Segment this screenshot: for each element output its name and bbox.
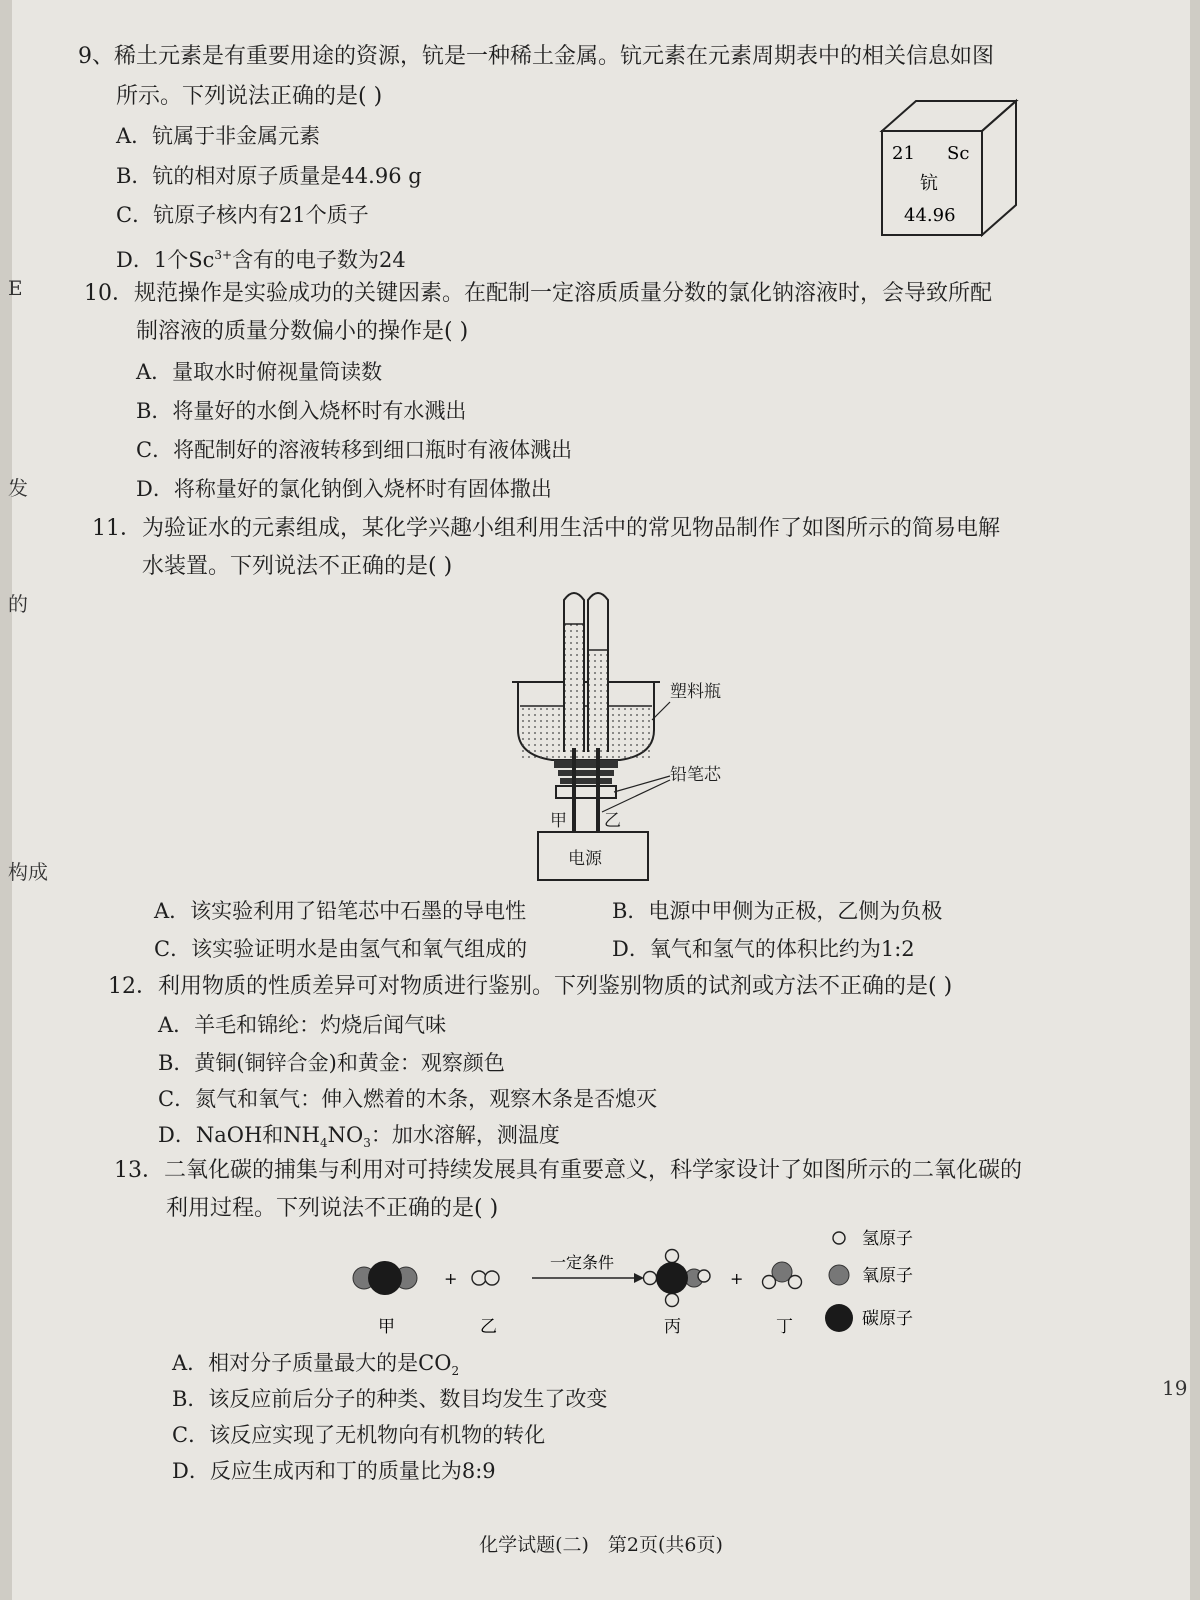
q11-option-c: C．该实验证明水是由氢气和氧气组成的: [154, 937, 528, 961]
q13-option-a: A．相对分子质量最大的是$CO_2$: [172, 1351, 460, 1379]
label-jia: 甲: [378, 1317, 395, 1337]
legend-hydrogen-icon: [833, 1232, 845, 1244]
q10-option-b: B．将量好的水倒入烧杯时有水溅出: [136, 399, 467, 423]
legend-carbon-icon: [825, 1304, 853, 1332]
co2-molecule: [353, 1261, 417, 1295]
label-bing: 丙: [664, 1317, 681, 1337]
legend-oxygen-label: 氧原子: [862, 1266, 913, 1286]
margin-fragment-1: E: [8, 276, 23, 300]
q9-option-d: D．1个$Sc^{3+}$含有的电子数为24: [116, 248, 406, 272]
q12-stem-line1: 12．利用物质的性质差异可对物质进行鉴别。下列鉴别物质的试剂或方法不正确的是( ): [108, 974, 953, 999]
co2-reaction-figure: [332, 1220, 952, 1350]
q9-option-b: B．钪的相对原子质量是44.96 g: [116, 164, 422, 188]
q13-stem-line1: 13．二氧化碳的捕集与利用对可持续发展具有重要意义，科学家设计了如图所示的二氧化碳的: [114, 1158, 1023, 1183]
q10-stem-line2: 制溶液的质量分数偏小的操作是( ): [136, 319, 469, 344]
exam-page: [8, 0, 1190, 1600]
right-terminal-label: 乙: [604, 811, 621, 831]
methanol-molecule: [644, 1250, 711, 1307]
page-footer: 化学试题(二) 第2页(共6页): [479, 1534, 723, 1556]
element-atomic-number: 21: [892, 143, 915, 164]
q11-stem-line1: 11．为验证水的元素组成，某化学兴趣小组利用生活中的常见物品制作了如图所示的简易电解: [92, 516, 1001, 541]
q9-option-c: C．钪原子核内有21个质子: [116, 203, 369, 227]
q11-option-b: B．电源中甲侧为正极，乙侧为负极: [612, 899, 943, 923]
legend-carbon-label: 碳原子: [862, 1309, 913, 1329]
q10-option-c: C．将配制好的溶液转移到细口瓶时有液体溅出: [136, 438, 573, 462]
reaction-condition: 一定条件: [550, 1253, 615, 1272]
q10-option-d: D．将称量好的氯化钠倒入烧杯时有固体撒出: [136, 477, 552, 501]
water-molecule: [763, 1262, 802, 1289]
q13-option-b: B．该反应前后分子的种类、数目均发生了改变: [172, 1387, 608, 1411]
margin-fragment-2: 发: [8, 476, 28, 500]
margin-fragment-5: 19: [1162, 1376, 1188, 1400]
q11-stem-line2: 水装置。下列说法不正确的是( ): [142, 554, 453, 579]
legend-hydrogen-label: 氢原子: [862, 1229, 913, 1249]
q12-option-d: D．NaOH和$NH_4NO_3$：加水溶解，测温度: [158, 1123, 560, 1151]
element-symbol: Sc: [947, 143, 970, 164]
q9-stem-line1: 9、稀土元素是有重要用途的资源，钪是一种稀土金属。钪元素在元素周期表中的相关信息如图: [78, 44, 995, 69]
margin-fragment-4: 构成: [8, 860, 48, 884]
pencil-lead-label: 铅笔芯: [670, 765, 721, 785]
q10-option-a: A．量取水时俯视量筒读数: [136, 360, 383, 384]
element-name: 钪: [920, 173, 938, 194]
q13-option-d: D．反应生成丙和丁的质量比为8:9: [172, 1459, 496, 1483]
power-supply-label: 电源: [568, 849, 602, 869]
h2-molecule: [472, 1271, 499, 1285]
left-terminal-label: 甲: [550, 811, 567, 831]
q12-option-a: A．羊毛和锦纶：灼烧后闻气味: [158, 1013, 447, 1037]
q11-option-d: D．氧气和氢气的体积比约为1:2: [612, 937, 915, 961]
element-mass: 44.96: [904, 205, 956, 226]
q9-option-a: A．钪属于非金属元素: [116, 124, 321, 148]
margin-fragment-3: 的: [8, 592, 28, 616]
q12-option-b: B．黄铜(铜锌合金)和黄金：观察颜色: [158, 1051, 505, 1075]
electrolysis-apparatus-figure: [502, 580, 782, 910]
plus-sign-1: +: [444, 1269, 458, 1288]
plus-sign-2: +: [730, 1269, 744, 1288]
q10-stem-line1: 10．规范操作是实验成功的关键因素。在配制一定溶质质量分数的氯化钠溶液时，会导致所配: [84, 281, 993, 306]
q13-stem-line2: 利用过程。下列说法不正确的是( ): [166, 1196, 499, 1221]
label-yi: 乙: [480, 1317, 497, 1337]
legend-oxygen-icon: [829, 1265, 849, 1285]
element-cell-figure: [872, 95, 1022, 240]
plastic-bottle-label: 塑料瓶: [670, 682, 721, 702]
q13-option-c: C．该反应实现了无机物向有机物的转化: [172, 1423, 546, 1447]
q9-stem-line2: 所示。下列说法正确的是( ): [116, 84, 383, 109]
q11-option-a: A．该实验利用了铅笔芯中石墨的导电性: [154, 899, 527, 923]
q12-option-c: C．氮气和氧气：伸入燃着的木条，观察木条是否熄灭: [158, 1087, 658, 1111]
label-ding: 丁: [776, 1317, 793, 1337]
